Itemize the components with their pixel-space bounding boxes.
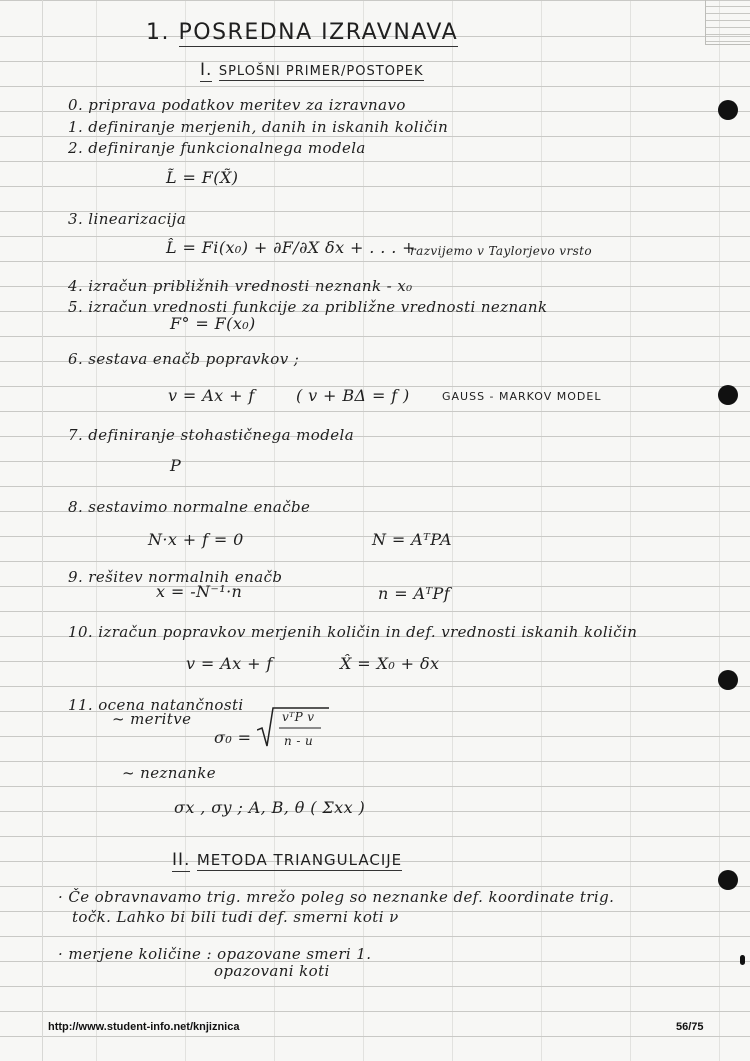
step-text: definiranje funkcionalnega modela: [88, 139, 366, 157]
correction-equation-alt: ( v + BΔ = f ): [296, 386, 410, 405]
bullet-1-line-2: točk. Lahko bi bili tudi def. smerni koti ν: [72, 908, 399, 926]
section1-heading: [200, 60, 424, 80]
linearization-equation: L̂ = Fi(x₀) + ∂F/∂X δx + . . . +: [166, 238, 416, 257]
bullet-dot: ·: [58, 888, 64, 906]
weight-matrix: P: [170, 456, 182, 475]
step-number: 11.: [68, 696, 94, 714]
adjusted-unknowns-equation: X̂ = X₀ + δx: [340, 654, 440, 673]
heading-number: 1.: [146, 20, 170, 45]
step-text: linearizacija: [88, 210, 187, 228]
sigma-zero-numerator: vᵀP v: [282, 710, 315, 724]
step-2: [68, 139, 366, 157]
step-number: 1.: [68, 118, 84, 136]
step-text: priprava podatkov meritev za izravnavo: [88, 96, 406, 114]
step-text: izračun približnih vrednosti neznank - x₀: [88, 277, 413, 295]
step-number: 2.: [68, 139, 84, 157]
section1-numeral: I.: [200, 60, 213, 80]
functional-model-equation: L̃ = F(X̃): [166, 168, 239, 187]
step-number: 4.: [68, 277, 84, 295]
step-3: [68, 210, 186, 228]
residual-equation: v = Ax + f: [186, 654, 273, 673]
step-number: 10.: [68, 623, 94, 641]
page-number: 56/75: [676, 1021, 704, 1033]
step-7: [68, 426, 354, 444]
accuracy-unknowns-label: ~ neznanke: [122, 764, 217, 782]
bullet-dot: ·: [58, 945, 64, 963]
unknowns-accuracy-equation: σx , σy ; A, B, θ ( Σxx ): [174, 798, 366, 817]
step-4: [68, 277, 413, 295]
step-text: izračun popravkov merjenih količin in def. vrednosti iskanih količin: [98, 623, 638, 641]
footer-url[interactable]: http://www.student-info.net/knjiznica: [48, 1021, 240, 1033]
bullet-1-line-1: Če obravnavamo trig. mrežo poleg so neznanke def. koordinate trig.: [68, 888, 615, 906]
step-1: [68, 118, 448, 136]
function-value-equation: F° = F(x₀): [170, 314, 256, 333]
correction-equation: v = Ax + f: [168, 386, 255, 405]
section2-numeral: II.: [172, 850, 191, 870]
step-text: sestavimo normalne enačbe: [88, 498, 311, 516]
section2-heading: [172, 850, 402, 870]
section2-title: METODA TRIANGULACIJE: [196, 851, 403, 869]
step-10: [68, 623, 637, 641]
margin-line: [42, 0, 43, 1061]
heading-title: POSREDNA IZRAVNAVA: [178, 20, 459, 45]
step-number: 7.: [68, 426, 84, 444]
normal-equation: N·x + f = 0: [148, 530, 244, 549]
step-text: definiranje merjenih, danih in iskanih količin: [88, 118, 449, 136]
punch-hole: [718, 670, 738, 690]
solution-equation: x = -N⁻¹·n: [156, 582, 243, 601]
bullet-1: [58, 888, 614, 906]
n-vector-equation: n = AᵀPf: [378, 584, 451, 603]
step-number: 8.: [68, 498, 84, 516]
bullet-2-item-2: opazovani koti: [214, 962, 330, 980]
step-0: [68, 96, 406, 114]
sigma-zero-label: σ₀ =: [214, 728, 252, 747]
step-number: 5.: [68, 298, 84, 316]
section1-title: SPLOŠNI PRIMER/POSTOPEK: [218, 64, 424, 79]
punch-hole: [718, 870, 738, 890]
bullet-2-label: merjene količine :: [68, 945, 212, 963]
step-text: ocena natančnosti: [98, 696, 244, 714]
bullet-2-item-1: opazovane smeri 1.: [217, 945, 372, 963]
step-6: [68, 350, 299, 368]
step-number: 6.: [68, 350, 84, 368]
step-text: izračun vrednosti funkcije za približne vrednosti neznank: [88, 298, 548, 316]
step-8: [68, 498, 310, 516]
step-number: 3.: [68, 210, 84, 228]
step-number: 9.: [68, 568, 84, 586]
page-heading: [146, 20, 458, 45]
punch-hole: [718, 385, 738, 405]
step-text: definiranje stohastičnega modela: [88, 426, 355, 444]
taylor-note: razvijemo v Taylorjevo vrsto: [410, 244, 593, 258]
accuracy-measurements-label: ~ meritve: [112, 710, 192, 728]
punch-hole: [718, 100, 738, 120]
step-text: sestava enačb popravkov ;: [88, 350, 300, 368]
normal-matrix: N = AᵀPA: [372, 530, 452, 549]
step-number: 0.: [68, 96, 84, 114]
sigma-zero-denominator: n - u: [284, 734, 314, 748]
step-5: [68, 298, 547, 316]
gauss-markov-label: GAUSS - MARKOV MODEL: [442, 390, 602, 403]
punch-hole: [740, 955, 745, 965]
bullet-2: [58, 945, 371, 963]
corner-stamp: [705, 0, 750, 45]
step-text: rešitev normalnih enačb: [88, 568, 283, 586]
